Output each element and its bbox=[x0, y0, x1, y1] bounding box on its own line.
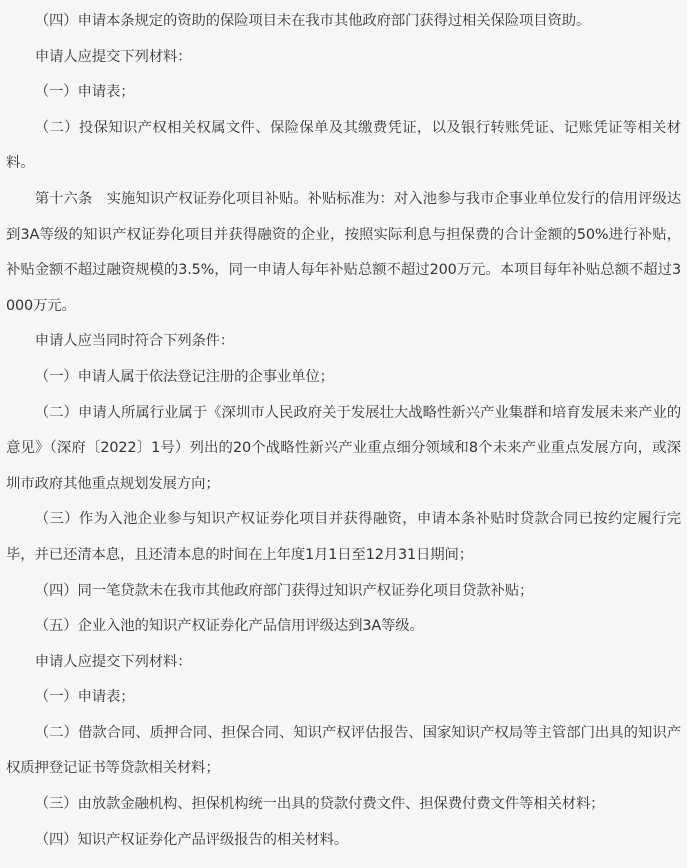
paragraph-material-2-2: （二）借款合同、质押合同、担保合同、知识产权评估报告、国家知识产权局等主管部门出具的知识产权质押登记证书等贷款相关材料； bbox=[6, 724, 681, 777]
paragraph-condition-5: （五）企业入池的知识产权证券化产品信用评级达到3A等级。 bbox=[34, 618, 424, 635]
paragraph-material-2-4: （四）知识产权证券化产品评级报告的相关材料。 bbox=[34, 831, 349, 848]
paragraph-material-2: （二）投保知识产权相关权属文件、保险保单及其缴费凭证，以及银行转账凭证、记账凭证等相关材料。 bbox=[6, 119, 681, 172]
paragraph-material-2-1: （一）申请表； bbox=[34, 689, 135, 706]
paragraph-material-2-3: （三）由放款金融机构、担保机构统一出具的贷款付费文件、担保费付费文件等相关材料； bbox=[34, 796, 605, 813]
paragraph-material-1: （一）申请表； bbox=[34, 84, 135, 101]
paragraph-condition-1: （一）申请人属于依法登记注册的企事业单位； bbox=[34, 368, 334, 385]
paragraph-materials-heading-2: 申请人应提交下列材料： bbox=[34, 653, 192, 670]
paragraph-condition-4: （四）同一笔贷款未在我市其他政府部门获得过知识产权证券化项目贷款补贴； bbox=[34, 582, 534, 599]
paragraph-article-16: 第十六条 实施知识产权证券化项目补贴。补贴标准为：对入池参与我市企事业单位发行的信用评级达到3A等级的知识产权证券化项目并获得融资的企业，按照实际利息与担保费的合计金额的50%进行补贴，补贴金额不超过融资规模的3.5%，同一申请人每年补贴总额不超过200万元。本项目每年补贴总额不超过3000万元。 bbox=[6, 190, 681, 314]
paragraph-conditions-heading: 申请人应当同时符合下列条件： bbox=[34, 333, 235, 350]
paragraph-insurance-condition-4: （四）申请本条规定的资助的保险项目未在我市其他政府部门获得过相关保险项目资助。 bbox=[34, 13, 591, 29]
paragraph-condition-3: （三）作为入池企业参与知识产权证券化项目并获得融资，申请本条补贴时贷款合同已按约定履行完毕，并已还清本息，且还清本息的时间在上年度1月1日至12月31日期间； bbox=[6, 511, 681, 563]
paragraph-condition-2: （二）申请人所属行业属于《深圳市人民政府关于发展壮大战略性新兴产业集群和培育发展未来产业的意见》（深府〔2022〕1号）列出的20个战略性新兴产业重点细分领域和8个未来产业重点发展方向，或深圳市政府其他重点规划发展方向； bbox=[6, 404, 681, 492]
paragraph-materials-heading: 申请人应提交下列材料： bbox=[34, 48, 192, 65]
